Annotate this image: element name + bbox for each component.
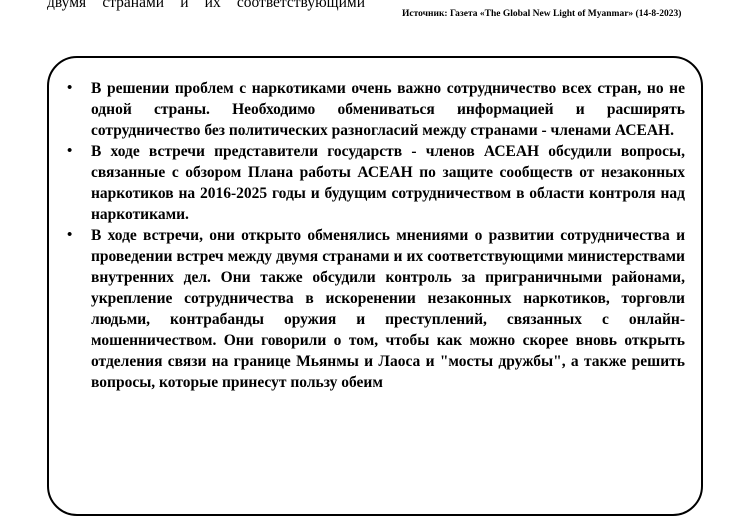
list-item: [65, 225, 685, 393]
source-citation: Источник: Газета «The Global New Light of Myanmar» (14-8-2023): [402, 9, 682, 19]
bullet-text: В ходе встречи, они открыто обменялись мнениями о развитии сотрудничества и проведении встреч между двумя странами и их соответствующими министерствами внутренних дел. Они также обсудили контроль за приграничными районами, укрепление сотрудничества в искоренении незаконных наркотиков, торговли людьми, контрабанды оружия и преступлений, связанных с онлайн-мошенничеством. Они говорили о том, чтобы как можно скорее вновь открыть отделения связи на границе Мьянмы и Лаоса и "мосты дружбы", а также решить вопросы, которые принесут пользу обеим: [91, 227, 685, 391]
bullet-icon: •: [67, 80, 73, 96]
list-item: [65, 141, 685, 225]
summary-box: [47, 56, 703, 516]
bullet-text: В ходе встречи представители государств - членов АСЕАН обсудили вопросы, связанные с обзором Плана работы АСЕАН по защите сообществ от незаконных наркотиков на 2016-2025 годы и будущим сотрудничеством в области контроля над наркотиками.: [91, 143, 685, 223]
bullet-icon: •: [67, 143, 73, 159]
bullet-text: В решении проблем с наркотиками очень важно сотрудничество всех стран, но не одной страны. Необходимо обмениваться информацией и расширять сотрудничество без политических разногласий между странами - членами АСЕАН.: [91, 80, 685, 139]
bullet-icon: •: [67, 227, 73, 243]
bullet-list: [65, 78, 685, 393]
list-item: [65, 78, 685, 141]
previous-column-text: двумя странами и их соответствующими: [47, 0, 365, 11]
